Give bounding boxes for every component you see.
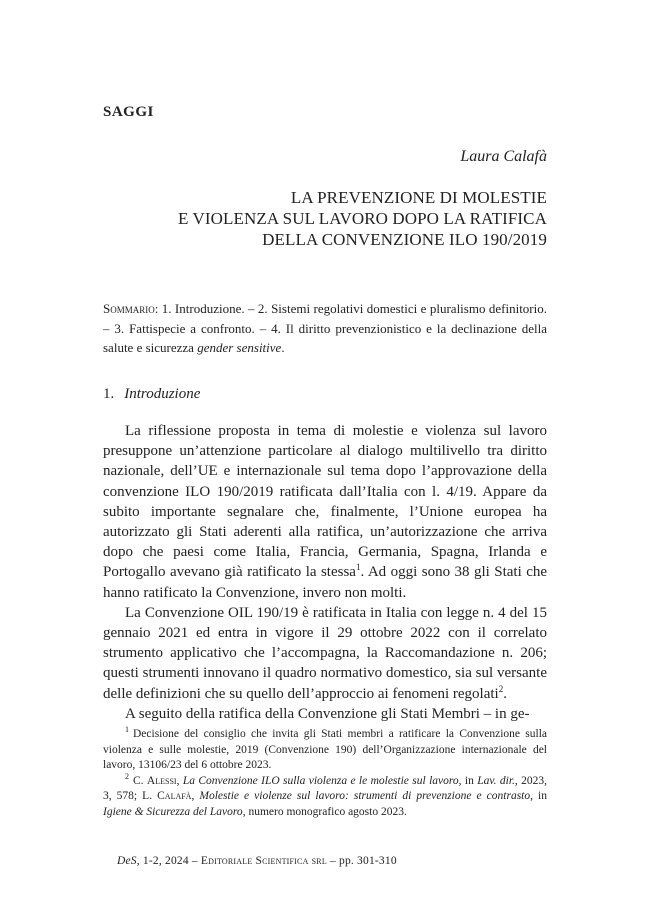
footnote-text: , [176,774,183,787]
footnote [103,727,547,774]
footnote-text: , [191,790,200,803]
footnote [103,771,548,821]
section-heading [103,386,200,403]
footnote-text: Decisione del consiglio che invita gli Stati membri a ratificare la Convenzione sulla violenza e sulle molestie, 2019 (Convenzione 190) dell’Organizzazione internazionale del lavoro, 13106/23 del 6 ottobre 2023. [103,728,547,772]
author-name: Laura Calafà [460,148,547,165]
section-heading-text: Introduzione [124,386,201,402]
title-line: E VIOLENZA SUL LAVORO DOPO LA RATIFICA [177,209,547,228]
title-line: LA PREVENZIONE DI MOLESTIE [290,188,547,207]
section-number: 1. [103,386,115,402]
footnotes [103,727,547,821]
footnote-text: , numero monografico agosto 2023. [242,805,407,818]
page-footer [117,855,397,867]
summary [103,299,547,358]
paragraph-text: La Convenzione OIL 190/19 è ratificata in Italia con legge n. 4 del 15 gennaio 2021 ed entra in vigore il 29 ottobre 2022 con il correlato strumento applicativo che l’accompagna, la Raccomandazione n. 206; questi strumenti innovano il quadro normativo domestico, sia sul versante delle definizioni che su quello dell’approccio ai fenomeni regolati [103,604,547,702]
cited-author: Calafà [157,790,192,803]
body-text [103,421,547,724]
section-label: SAGGI [103,104,154,120]
cited-journal: Igiene & Sicurezza del Lavoro [103,805,243,818]
summary-italic: gender sensitive [197,340,282,355]
paragraph-text: A seguito della ratifica della Convenzione gli Stati Membri – in ge- [125,705,530,722]
footnote-ref[interactable]: 2 [498,683,504,694]
issue-info: , 1-2, 2024 – [136,855,201,867]
footnote-ref[interactable]: 1 [355,562,361,573]
cited-title: Molestie e violenze sul lavoro: strumenti di prevenzione e contrasto [199,790,531,803]
paragraph [103,421,547,603]
title-line: DELLA CONVENZIONE ILO 190/2019 [262,230,547,249]
footnote-mark: 2 [125,771,129,781]
cited-journal: Lav. dir. [477,774,515,787]
footnote-mark: 1 [125,725,129,735]
summary-lead: Sommario: [103,301,159,316]
article-title [117,187,547,250]
footnote-text: , in [458,774,478,787]
footnote-text: C. [133,774,147,787]
paragraph-text: . Ad oggi sono 38 gli Stati che hanno ratificato la Convenzione, invero non molti. [103,564,548,601]
summary-end: . [281,340,285,355]
cited-author: Alessi [146,774,177,787]
summary-text: 1. Introduzione. – 2. Sistemi regolativi domestici e pluralismo definitorio. – 3. Fattispecie a confronto. – 4. Il diritto prevenzionistico e la declinazione della salute e sicurezza [103,301,547,355]
footnote-text: , 2023, 3, 578; L. [103,774,548,803]
page-range: – pp. 301-310 [326,855,397,867]
footnote-text: , in [530,790,547,803]
publisher: Editoriale Scientifica srl [200,855,327,867]
paragraph [103,603,547,704]
paragraph-text: . [503,685,507,702]
paragraph [103,704,547,724]
cited-title: La Convenzione ILO sulla violenza e le molestie sul lavoro [182,774,459,787]
paragraph-text: La riflessione proposta in tema di molestie e violenza sul lavoro presuppone un’attenzione particolare al dialogo multilivello tra diritto nazionale, dell’UE e internazionale sul tema dopo l’approvazione della convenzione ILO 190/2019 ratificata dall’Italia con l. 4/19. Appare da subito importante segnalare che, finalmente, l’Unione europea ha autorizzato gli Stati aderenti alla ratifica, un’autorizzazione che arriva dopo che paesi come Italia, Francia, Germania, Spagna, Irlanda e Portogallo avevano già ratificato la stessa [103,423,547,581]
journal-abbrev: DeS [117,855,137,867]
